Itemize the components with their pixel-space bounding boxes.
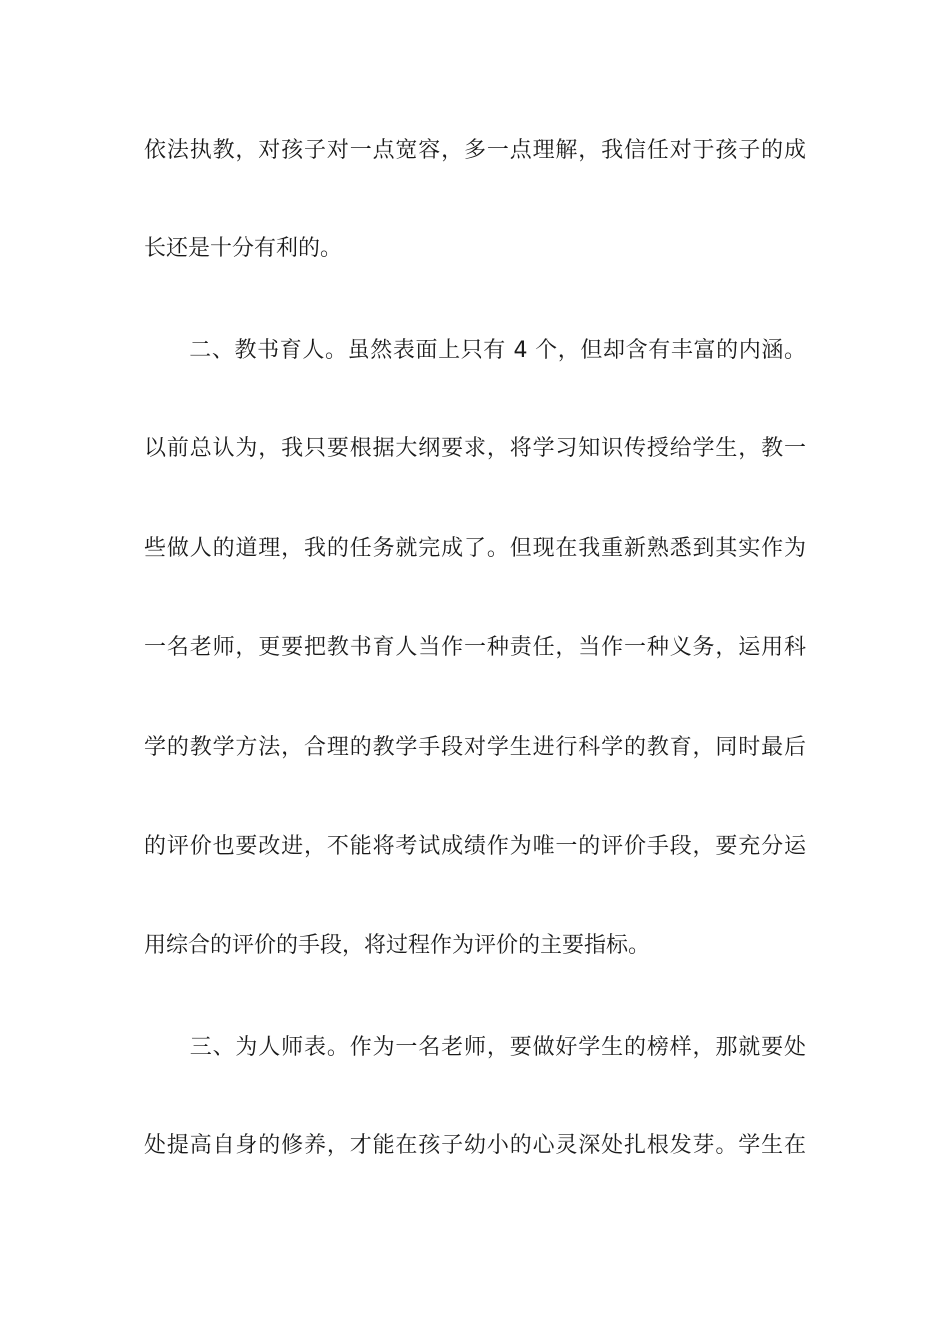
text-line: 一名老师，更要把教书育人当作一种责任，当作一种义务，运用科 bbox=[144, 635, 806, 660]
text-line: 依法执教，对孩子对一点宽容，多一点理解，我信任对于孩子的成 bbox=[144, 138, 806, 163]
text-line: 长还是十分有利的。 bbox=[144, 236, 343, 261]
text-line: 的评价也要改进，不能将考试成绩作为唯一的评价手段，要充分运 bbox=[144, 834, 806, 859]
text-line: 学的教学方法，合理的教学手段对学生进行科学的教育，同时最后 bbox=[144, 735, 806, 760]
text-line: 处提高自身的修养，才能在孩子幼小的心灵深处扎根发芽。学生在 bbox=[144, 1133, 806, 1158]
paragraph-two-heading-line: 二、教书育人。虽然表面上只有 4 个，但却含有丰富的内涵。 bbox=[144, 338, 806, 363]
paragraph-three-heading-line: 三、为人师表。作为一名老师，要做好学生的榜样，那就要处 bbox=[144, 1035, 806, 1060]
text-line: 以前总认为，我只要根据大纲要求，将学习知识传授给学生，教一 bbox=[144, 436, 806, 461]
text-line: 用综合的评价的手段，将过程作为评价的主要指标。 bbox=[144, 933, 651, 958]
text-line: 些做人的道理，我的任务就完成了。但现在我重新熟悉到其实作为 bbox=[144, 536, 806, 561]
